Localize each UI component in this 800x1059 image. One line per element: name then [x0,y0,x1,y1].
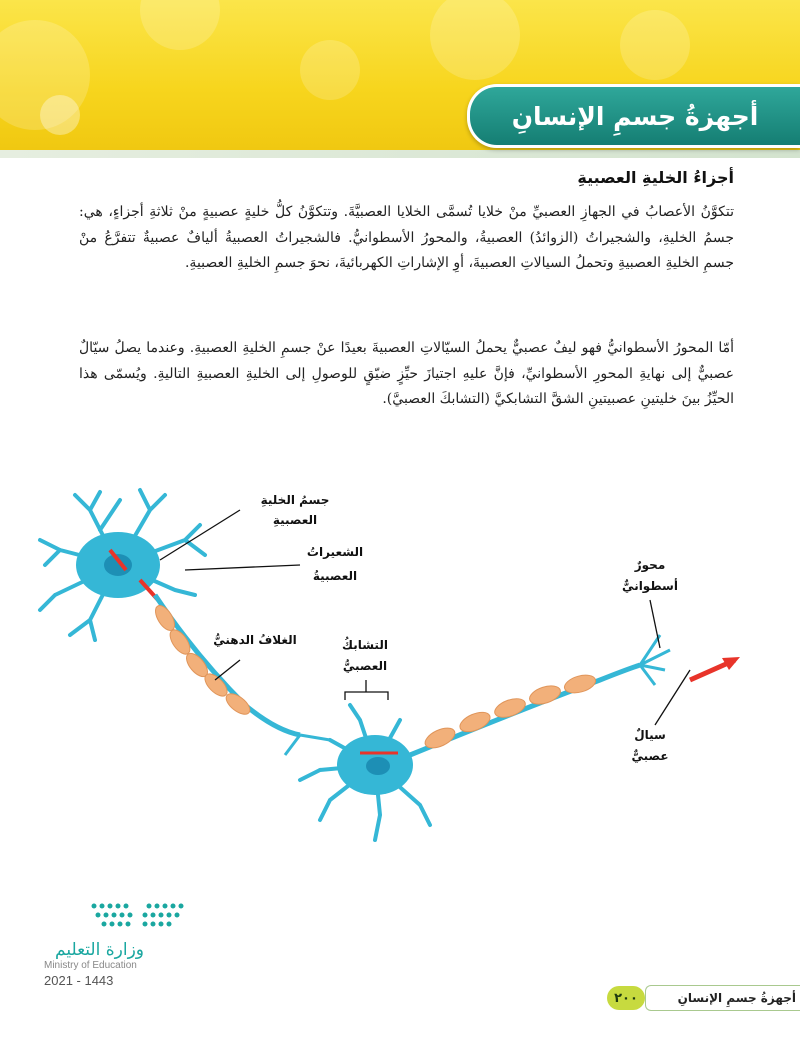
ministry-name-ar: وزارة التعليم [55,940,144,960]
page-number: ٢٠٠ [607,986,645,1010]
label-cell-body: جسمُ الخليةِ العصبيةِ [260,493,330,527]
axon-terminal-1 [285,735,330,755]
header-strip [0,150,800,158]
label-dendrites-line2: العصبيةُ [312,569,358,583]
label-synapse-line1: التشابكُ [342,638,388,652]
myelin-sheath-2 [422,672,597,752]
label-impulse-line1: سيالٌ [634,728,666,742]
ministry-name-en: Ministry of Education [44,960,137,971]
footer-chapter-title: أجهزةُ جسمِ الإنسانِ [677,991,796,1005]
label-axon-line1: محورٌ [634,558,666,572]
ministry-dots-logo [89,900,229,930]
paragraph-2: أمّا المحورُ الأسطوانيُّ فهو ليفٌ عصبيٌّ يحملُ السيّالاتِ العصبيةَ بعيدًا عنْ جسمِ الخليةِ العصبيةِ. وعندما يصلُ سيّالٌ عصبيٌّ إلى نهايةِ المحورِ الأسطوانيِّ، فإنَّ عليهِ اجتيازَ حيِّزٍ ضيّقٍ للوصولِ إلى الخليةِ العصبيةِ التاليةِ. ويُسمّى هذا الحيِّزُ بينَ خليتينِ عصبيتينِ الشقَّ التشابكيَّ (التشابكَ العصبيَّ). [79,340,734,407]
label-axon-line2: أسطوانيٌّ [622,579,678,593]
section-heading: أجزاءُ الخليةِ العصبيةِ [577,168,734,187]
label-myelin-sheath: الغلافُ الدهنيُّ [213,633,297,647]
label-impulse-line2: عصبيٌّ [631,749,669,763]
axon-1 [155,595,300,735]
page-footer [600,985,800,1011]
chapter-title-tab [467,84,800,148]
leader-lines [160,510,690,725]
myelin-sheath-1 [152,602,254,718]
paragraph-1: تتكوَّنُ الأعصابُ في الجهازِ العصبيِّ منْ خلايا تُسمَّى الخلايا العصبيَّةَ. وتتكوَّنُ كلُّ خليةٍ عصبيةٍ منْ ثلاثةِ أجزاءٍ، هي: جسمُ الخليةِ، والشجيراتُ (الزوائدُ) العصبيةُ، والمحورُ الأسطوانيُّ. فالشجيراتُ العصبيةُ أليافٌ عصبيةٌ تتفرَّعُ منْ جسمِ الخليةِ العصبيةِ وتحملُ السيالاتِ العصبيةَ، أوِ الإشاراتِ الكهربائيةَ، نحوَ جسمِ الخليةِ العصبيةِ. [79,204,734,271]
footer-bar [645,985,800,1011]
chapter-title: أجهزةُ جسمِ الإنسانِ [511,101,759,131]
label-synapse-line2: العصبيُّ [342,659,388,673]
axon-terminal-2 [640,635,670,685]
neuron-illustration [0,470,800,870]
nucleus-2 [366,757,390,775]
neuron-diagram [0,470,800,870]
edition-year: 2021 - 1443 [44,973,114,988]
ministry-logo [44,900,194,988]
label-dendrites-line1: الشعيراتُ [306,545,364,559]
